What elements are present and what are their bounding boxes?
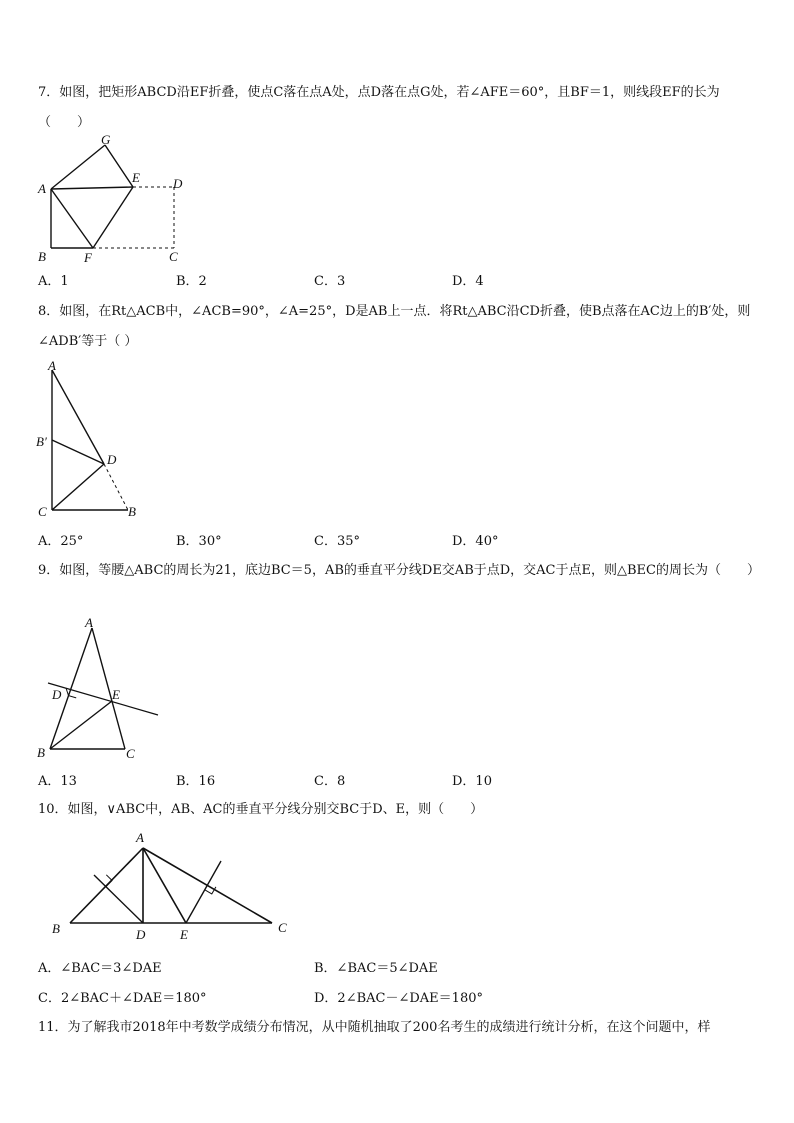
q10-label-C: C bbox=[278, 920, 287, 935]
q8-option-d[interactable]: D．40° bbox=[452, 534, 499, 549]
q9-label-C: C bbox=[126, 746, 135, 761]
q8-label-B: B bbox=[128, 504, 136, 519]
q8-option-a[interactable]: A．25° bbox=[38, 534, 84, 549]
q10-option-d[interactable]: D．2∠BAC－∠DAE＝180° bbox=[314, 991, 483, 1006]
q9-option-b[interactable]: B．16 bbox=[176, 774, 216, 789]
q8-label-B-prime: B′ bbox=[36, 434, 47, 449]
q10-label-E: E bbox=[180, 927, 188, 942]
q9-label-E: E bbox=[112, 687, 120, 702]
question-11-text: 11．为了解我市2018年中考数学成绩分布情况，从中随机抽取了200名考生的成绩进行统计分析，在这个问题中，样 bbox=[38, 1020, 711, 1035]
q10-option-c[interactable]: C．2∠BAC＋∠DAE＝180° bbox=[38, 991, 207, 1006]
q8-label-C: C bbox=[38, 504, 47, 519]
question-9-text: 9．如图，等腰△ABC的周长为21，底边BC＝5，AB的垂直平分线DE交AB于点D，交AC于点E，则△BEC的周长为（ ） bbox=[38, 563, 760, 578]
q7-label-G: G bbox=[101, 135, 111, 147]
q9-option-a[interactable]: A．13 bbox=[38, 774, 77, 789]
q8-label-D: D bbox=[107, 452, 117, 467]
q7-option-c[interactable]: C．3 bbox=[314, 274, 346, 289]
q7-option-d[interactable]: D．4 bbox=[452, 274, 484, 289]
q9-label-B: B bbox=[37, 745, 45, 760]
question-10-figure bbox=[40, 828, 300, 946]
q10-option-b[interactable]: B．∠BAC＝5∠DAE bbox=[314, 961, 438, 976]
q7-option-b[interactable]: B．2 bbox=[176, 274, 207, 289]
q7-label-D: D bbox=[173, 176, 183, 191]
q9-option-d[interactable]: D．10 bbox=[452, 774, 492, 789]
q8-option-c[interactable]: C．35° bbox=[314, 534, 360, 549]
question-8-figure bbox=[30, 358, 150, 523]
q9-option-c[interactable]: C．8 bbox=[314, 774, 346, 789]
q7-label-A: A bbox=[38, 181, 46, 196]
q7-label-E: E bbox=[132, 170, 140, 185]
question-7-text: 7．如图，把矩形ABCD沿EF折叠，使点C落在点A处，点D落在点G处，若∠AFE＝60°，且BF＝1，则线段EF的长为（ ） bbox=[38, 85, 720, 130]
q7-label-C: C bbox=[169, 249, 178, 264]
q10-option-a[interactable]: A．∠BAC＝3∠DAE bbox=[38, 961, 162, 976]
q7-label-B: B bbox=[38, 249, 46, 264]
q9-label-D: D bbox=[52, 687, 62, 702]
q7-option-a[interactable]: A．1 bbox=[38, 274, 69, 289]
q10-label-A: A bbox=[136, 830, 144, 845]
q10-label-B: B bbox=[52, 921, 60, 936]
q8-option-b[interactable]: B．30° bbox=[176, 534, 222, 549]
question-8-text: 8．如图，在Rt△ACB中，∠ACB=90°，∠A=25°，D是AB上一点．将Rt△ABC沿CD折叠，使B点落在AC边上的B′处，则∠ADB′等于（ ） bbox=[38, 304, 751, 349]
question-7-figure bbox=[30, 135, 200, 265]
q7-label-F: F bbox=[84, 250, 92, 265]
q10-label-D: D bbox=[136, 927, 146, 942]
question-9-figure bbox=[30, 612, 170, 767]
q9-label-A: A bbox=[85, 615, 93, 630]
q8-label-A: A bbox=[48, 358, 56, 373]
question-10-text: 10．如图，∨ABC中，AB、AC的垂直平分线分别交BC于D、E，则（ ） bbox=[38, 802, 484, 817]
